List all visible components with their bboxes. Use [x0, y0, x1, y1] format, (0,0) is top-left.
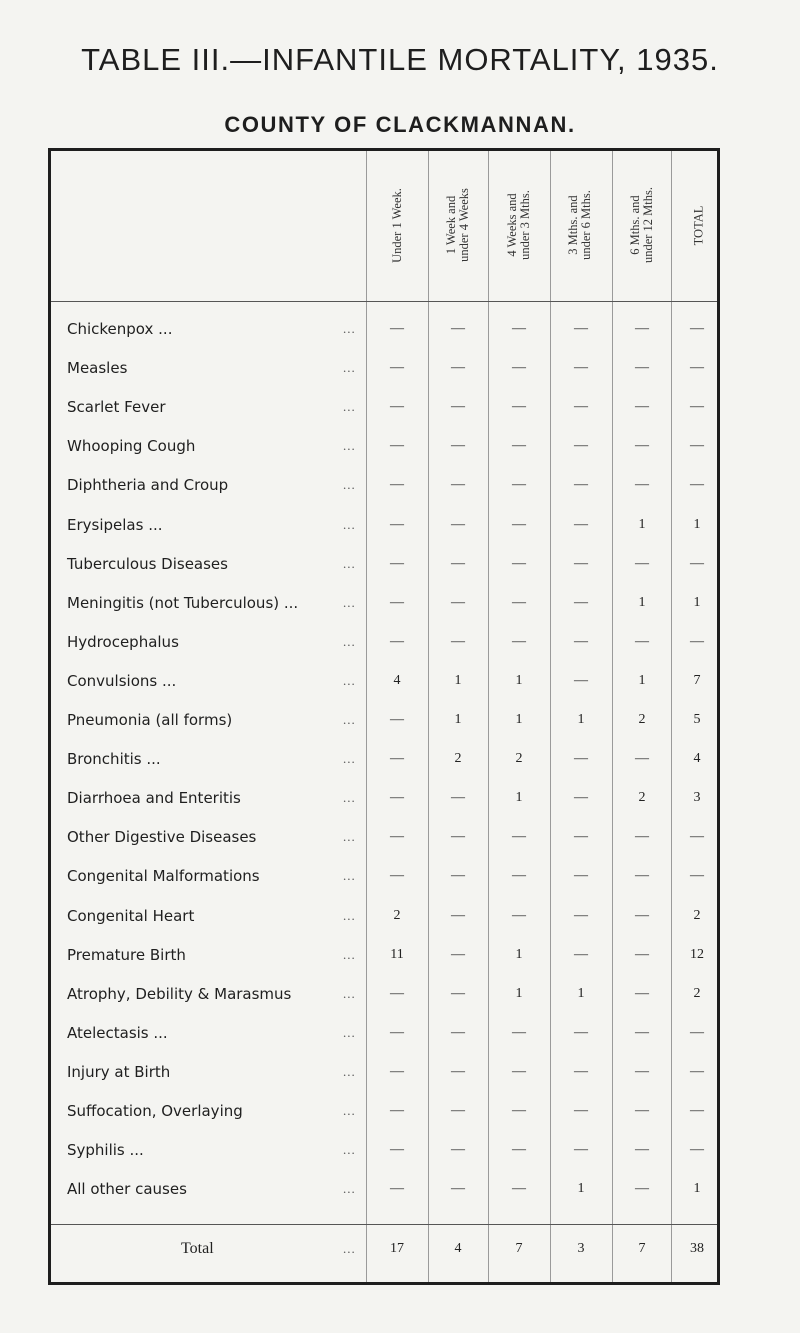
table-cell: — [512, 595, 526, 610]
table-cell: — [574, 751, 588, 766]
table-cell: — [390, 321, 404, 336]
table-cell: — [512, 829, 526, 844]
table-cell: — [635, 1064, 649, 1079]
row-label: Diarrhoea and Enteritis [67, 789, 241, 807]
leader-dots: ... [343, 595, 356, 610]
table-cell: — [574, 517, 588, 532]
table-cell: — [512, 1142, 526, 1157]
table-cell: — [574, 790, 588, 805]
row-label: Congenital Malformations [67, 867, 260, 885]
row-label: Erysipelas ... [67, 516, 163, 534]
leader-dots: ... [343, 947, 356, 962]
table-cell: — [512, 908, 526, 923]
table-cell: — [451, 360, 465, 375]
table-cell: — [635, 556, 649, 571]
row-label: Diphtheria and Croup [67, 476, 229, 494]
page-title: TABLE III.—INFANTILE MORTALITY, 1935. [81, 42, 719, 77]
table-cell: — [451, 595, 465, 610]
row-label: Measles [67, 359, 128, 377]
table-cell: 2 [393, 908, 401, 923]
row-label: Syphilis ... [67, 1141, 144, 1159]
row-label: Tuberculous Diseases [67, 555, 228, 573]
row-label: Chickenpox ... [67, 320, 173, 338]
leader-dots: ... [343, 790, 356, 805]
table-cell: — [574, 399, 588, 414]
table-cell: 1 [515, 986, 523, 1001]
table-cell: — [690, 1025, 704, 1040]
leader-dots: ... [343, 438, 356, 453]
table-cell: — [451, 1142, 465, 1157]
table-cell: 1 [638, 673, 646, 688]
table-cell: — [390, 868, 404, 883]
leader-dots: ... [343, 477, 356, 492]
table-cell: — [635, 1181, 649, 1196]
table-cell: — [635, 1025, 649, 1040]
row-label: Suffocation, Overlaying [67, 1102, 243, 1120]
leader-dots: ... [343, 556, 356, 571]
table-cell: 1 [577, 986, 585, 1001]
leader-dots: ... [343, 1103, 356, 1118]
table-cell: 1 [515, 673, 523, 688]
table-cell: 1 [693, 595, 701, 610]
table-cell: 1 [515, 947, 523, 962]
table-cell: — [451, 908, 465, 923]
table-cell: — [390, 751, 404, 766]
row-label: Whooping Cough [67, 437, 196, 455]
table-cell: — [390, 790, 404, 805]
table-cell: 1 [638, 517, 646, 532]
row-label: Pneumonia (all forms) [67, 711, 233, 729]
table-cell: — [451, 986, 465, 1001]
table-cell: — [451, 868, 465, 883]
table-cell: — [451, 947, 465, 962]
table-cell: — [512, 477, 526, 492]
table-cell: 4 [693, 751, 701, 766]
table-cell: 1 [454, 712, 462, 727]
table-cell: — [690, 868, 704, 883]
leader-dots: ... [343, 517, 356, 532]
table-cell: — [574, 1103, 588, 1118]
table-cell: — [390, 1142, 404, 1157]
table-cell: — [574, 947, 588, 962]
table-cell: 4 [393, 673, 401, 688]
table-cell: — [574, 829, 588, 844]
table-cell: — [451, 556, 465, 571]
table-cell: 2 [638, 712, 646, 727]
table-cell: — [574, 1064, 588, 1079]
total-divider [51, 1224, 717, 1225]
mortality-table [48, 148, 720, 1285]
header-divider [51, 301, 717, 302]
table-cell: — [390, 829, 404, 844]
table-cell: — [390, 595, 404, 610]
table-cell: — [451, 399, 465, 414]
total-label: Total [181, 1240, 214, 1257]
table-cell: — [635, 1142, 649, 1157]
column-header-4-weeks-to-3-months: 4 Weeks and under 3 Mths. [505, 190, 533, 260]
table-cell: 1 [454, 673, 462, 688]
table-cell: — [574, 438, 588, 453]
column-header-1-to-4-weeks: 1 Week and under 4 Weeks [444, 188, 471, 262]
row-label: Convulsions ... [67, 672, 177, 690]
table-cell: — [390, 986, 404, 1001]
table-cell: — [690, 477, 704, 492]
table-cell: — [451, 321, 465, 336]
row-label: Scarlet Fever [67, 398, 166, 416]
table-cell: — [574, 360, 588, 375]
leader-dots: ... [343, 634, 356, 649]
table-cell: — [451, 1181, 465, 1196]
table-cell: 1 [577, 1181, 585, 1196]
table-cell: — [635, 477, 649, 492]
table-cell: — [512, 360, 526, 375]
table-cell: — [690, 556, 704, 571]
table-cell: 2 [638, 790, 646, 805]
table-cell: — [512, 517, 526, 532]
row-label: Atelectasis ... [67, 1024, 168, 1042]
table-cell: — [451, 790, 465, 805]
column-divider [428, 151, 429, 1282]
column-header-6-to-12-months: 6 Mths. and under 12 Mths. [628, 186, 656, 264]
leader-dots: ... [343, 1142, 356, 1157]
column-divider [488, 151, 489, 1282]
table-cell: 11 [390, 947, 404, 962]
table-cell: — [390, 712, 404, 727]
table-cell: — [512, 1025, 526, 1040]
table-cell: — [574, 321, 588, 336]
table-cell: 5 [693, 712, 701, 727]
row-label: Atrophy, Debility & Marasmus [67, 985, 292, 1003]
table-cell: — [635, 399, 649, 414]
table-cell: — [390, 399, 404, 414]
table-cell: 7 [693, 673, 701, 688]
leader-dots: ... [343, 1241, 356, 1256]
leader-dots: ... [343, 751, 356, 766]
table-cell: — [512, 868, 526, 883]
row-label: Hydrocephalus [67, 633, 179, 651]
total-cell: 7 [515, 1241, 523, 1256]
table-cell: 1 [693, 1181, 701, 1196]
table-cell: — [635, 868, 649, 883]
column-header-under-1-week: Under 1 Week. [389, 187, 404, 263]
row-label: All other causes [67, 1180, 187, 1198]
table-cell: — [635, 321, 649, 336]
leader-dots: ... [343, 1181, 356, 1196]
table-cell: — [690, 1142, 704, 1157]
table-cell: — [635, 908, 649, 923]
table-cell: — [690, 399, 704, 414]
table-cell: — [390, 634, 404, 649]
page-subtitle: COUNTY OF CLACKMANNAN. [224, 112, 576, 137]
table-cell: — [451, 517, 465, 532]
table-cell: — [451, 477, 465, 492]
table-cell: — [635, 1103, 649, 1118]
table-cell: — [690, 1064, 704, 1079]
leader-dots: ... [343, 986, 356, 1001]
table-cell: — [635, 438, 649, 453]
table-cell: 2 [693, 908, 701, 923]
row-label: Bronchitis ... [67, 750, 161, 768]
row-label: Congenital Heart [67, 907, 195, 925]
column-header-total: TOTAL [691, 205, 706, 245]
leader-dots: ... [343, 712, 356, 727]
leader-dots: ... [343, 360, 356, 375]
table-cell: — [451, 634, 465, 649]
table-cell: — [512, 1103, 526, 1118]
table-cell: — [574, 908, 588, 923]
table-cell: — [451, 1064, 465, 1079]
table-cell: — [512, 634, 526, 649]
table-cell: — [390, 1025, 404, 1040]
table-cell: — [512, 399, 526, 414]
table-cell: 1 [693, 517, 701, 532]
table-cell: 1 [638, 595, 646, 610]
column-divider [550, 151, 551, 1282]
table-cell: — [512, 438, 526, 453]
table-cell: — [512, 321, 526, 336]
leader-dots: ... [343, 868, 356, 883]
total-cell: 17 [390, 1241, 404, 1256]
table-cell: — [512, 1181, 526, 1196]
table-cell: 2 [515, 751, 523, 766]
table-cell: 1 [515, 712, 523, 727]
table-cell: — [690, 360, 704, 375]
table-cell: — [390, 477, 404, 492]
table-cell: 3 [693, 790, 701, 805]
table-cell: — [690, 1103, 704, 1118]
column-divider [612, 151, 613, 1282]
table-cell: — [574, 1142, 588, 1157]
table-cell: — [635, 634, 649, 649]
total-cell: 38 [690, 1241, 704, 1256]
table-cell: — [451, 438, 465, 453]
table-cell: — [574, 868, 588, 883]
table-cell: 12 [690, 947, 704, 962]
table-cell: — [390, 517, 404, 532]
leader-dots: ... [343, 908, 356, 923]
table-cell: — [635, 360, 649, 375]
table-cell: — [635, 947, 649, 962]
table-cell: — [451, 829, 465, 844]
table-cell: — [390, 1103, 404, 1118]
table-cell: — [512, 1064, 526, 1079]
total-cell: 7 [638, 1241, 646, 1256]
row-label: Other Digestive Diseases [67, 828, 257, 846]
table-cell: — [451, 1103, 465, 1118]
table-cell: — [690, 634, 704, 649]
column-header-3-to-6-months: 3 Mths. and under 6 Mths. [566, 190, 594, 260]
row-label: Meningitis (not Tuberculous) ... [67, 594, 299, 612]
table-cell: — [574, 1025, 588, 1040]
table-cell: — [690, 829, 704, 844]
table-cell: — [574, 673, 588, 688]
leader-dots: ... [343, 1064, 356, 1079]
table-cell: — [574, 556, 588, 571]
table-cell: — [390, 1181, 404, 1196]
row-label: Injury at Birth [67, 1063, 171, 1081]
table-cell: — [390, 556, 404, 571]
table-cell: — [574, 477, 588, 492]
table-cell: 1 [577, 712, 585, 727]
leader-dots: ... [343, 829, 356, 844]
row-label: Premature Birth [67, 946, 186, 964]
table-cell: — [635, 829, 649, 844]
leader-dots: ... [343, 399, 356, 414]
leader-dots: ... [343, 1025, 356, 1040]
table-cell: — [574, 595, 588, 610]
table-cell: — [451, 1025, 465, 1040]
total-cell: 4 [454, 1241, 462, 1256]
table-cell: — [390, 1064, 404, 1079]
table-cell: — [390, 360, 404, 375]
table-cell: — [635, 751, 649, 766]
leader-dots: ... [343, 673, 356, 688]
table-cell: — [390, 438, 404, 453]
table-cell: 1 [515, 790, 523, 805]
table-cell: — [574, 634, 588, 649]
table-cell: 2 [454, 751, 462, 766]
table-cell: — [512, 556, 526, 571]
table-cell: — [635, 986, 649, 1001]
table-cell: — [690, 321, 704, 336]
table-cell: 2 [693, 986, 701, 1001]
table-cell: — [690, 438, 704, 453]
total-cell: 3 [577, 1241, 585, 1256]
leader-dots: ... [343, 321, 356, 336]
